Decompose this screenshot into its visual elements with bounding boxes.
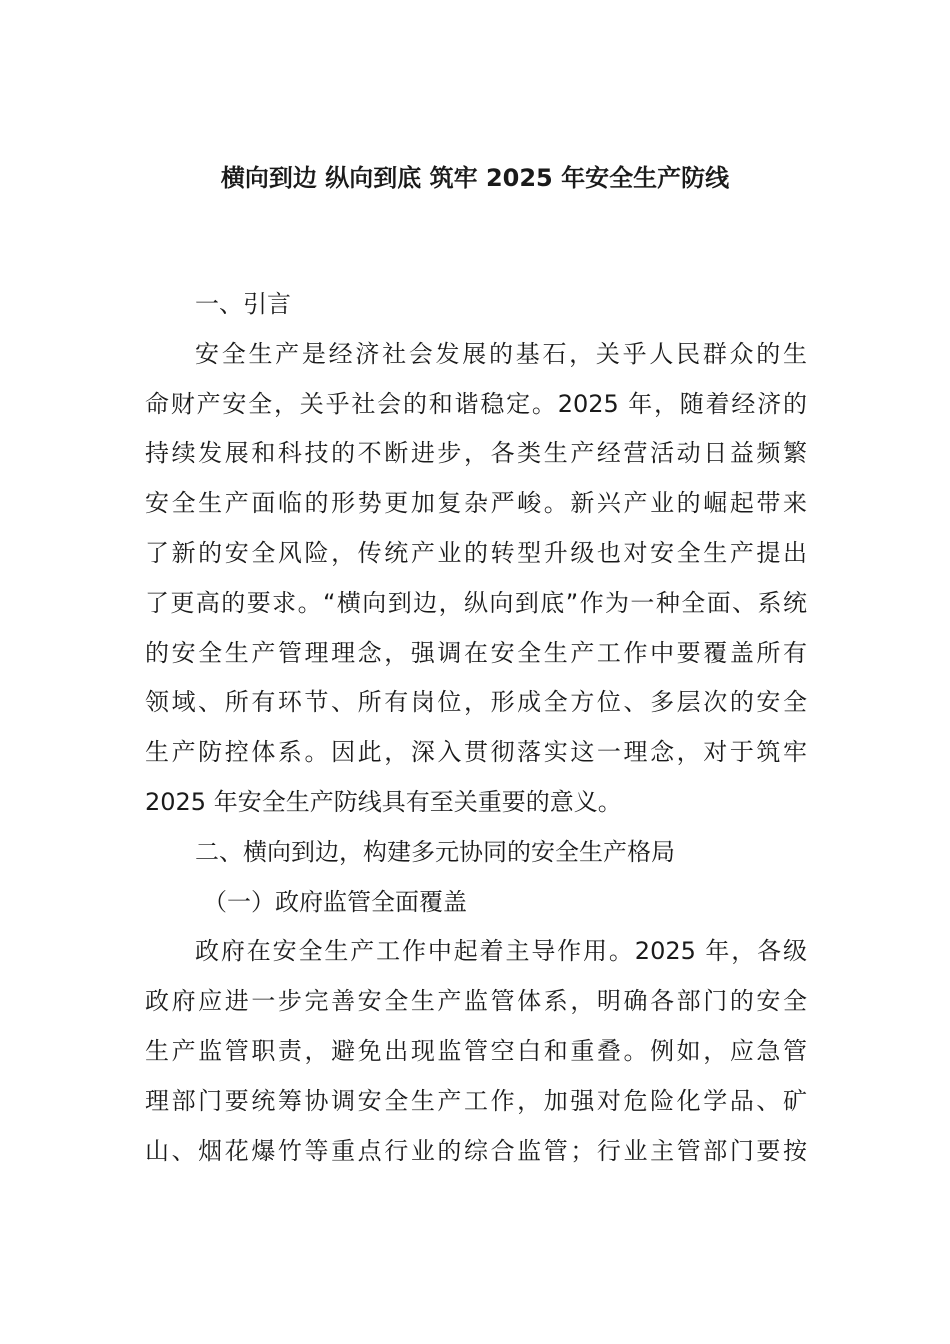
section-heading-introduction: 一、引言 (195, 290, 291, 318)
document-title: 横向到边 纵向到底 筑牢 2025 年安全生产防线 (220, 164, 730, 192)
paragraph-line: 领域、所有环节、所有岗位，形成全方位、多层次的安全 (145, 688, 807, 717)
paragraph-line: 命财产安全，关乎社会的和谐稳定。2025 年，随着经济的 (145, 389, 807, 418)
paragraph-line: 政府应进一步完善安全生产监管体系，明确各部门的安全 (145, 987, 807, 1016)
paragraph-line: 山、烟花爆竹等重点行业的综合监管；行业主管部门要按 (145, 1136, 807, 1165)
subsection-heading-government: （一）政府监管全面覆盖 (203, 887, 467, 916)
paragraph-line: 的安全生产管理理念，强调在安全生产工作中要覆盖所有 (145, 638, 807, 667)
paragraph-line: 2025 年安全生产防线具有至关重要的意义。 (145, 787, 622, 816)
paragraph-line: 生产监管职责，避免出现监管空白和重叠。例如，应急管 (145, 1036, 807, 1065)
document-body (145, 280, 807, 1176)
paragraph-line: 持续发展和科技的不断进步，各类生产经营活动日益频繁 (145, 439, 807, 468)
paragraph-line: 生产防控体系。因此，深入贯彻落实这一理念，对于筑牢 (145, 738, 807, 767)
paragraph-line: 了更高的要求。“横向到边，纵向到底”作为一种全面、系统 (145, 588, 807, 617)
paragraph-line: 安全生产是经济社会发展的基石，关乎人民群众的生 (195, 339, 807, 368)
paragraph-line: 了新的安全风险，传统产业的转型升级也对安全生产提出 (145, 538, 807, 567)
section-heading-horizontal: 二、横向到边，构建多元协同的安全生产格局 (195, 837, 675, 866)
paragraph-line: 政府在安全生产工作中起着主导作用。2025 年，各级 (195, 937, 807, 966)
paragraph-line: 安全生产面临的形势更加复杂严峻。新兴产业的崛起带来 (145, 489, 807, 518)
paragraph-line: 理部门要统筹协调安全生产工作，加强对危险化学品、矿 (145, 1086, 807, 1115)
